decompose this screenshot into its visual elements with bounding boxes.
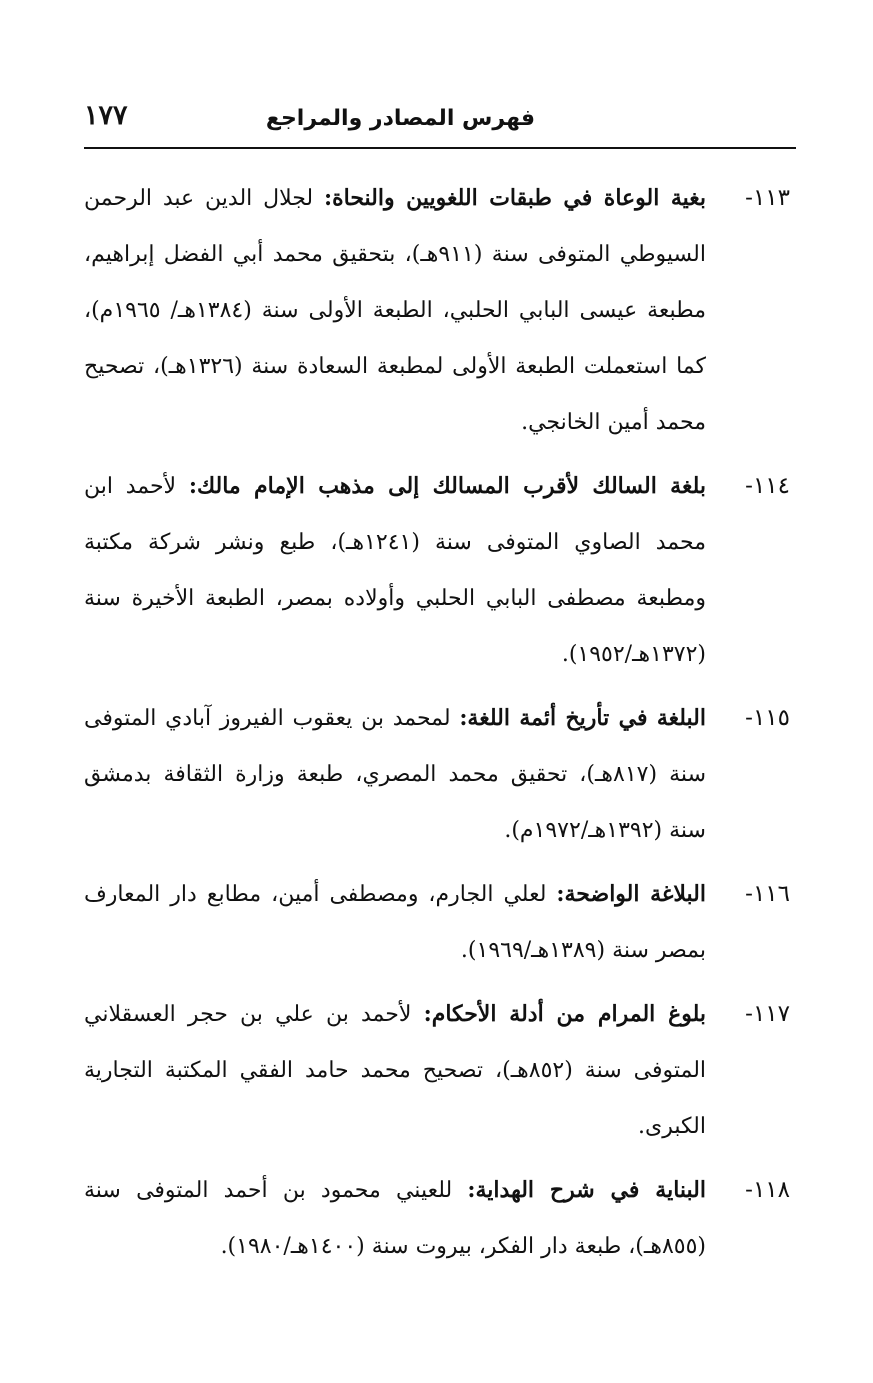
entry-text bbox=[84, 170, 790, 451]
entry-body: لأحمد ابن محمد الصاوي المتوفى سنة (١٢٤١هـ)، طبع ونشر شركة مكتبة ومطبعة مصطفى البابي الحلبي وأولاده بمصر، الطبعة الأخيرة سنة (١٣٧٢هـ/١٩٥٢). bbox=[84, 474, 706, 667]
bibliography-entry-116 bbox=[84, 866, 790, 979]
bibliography-entry-117 bbox=[84, 986, 790, 1155]
entry-title: بلوغ المرام من أدلة الأحكام: bbox=[423, 1001, 707, 1027]
entry-body: للعيني محمود بن أحمد المتوفى سنة (٨٥٥هـ)، طبعة دار الفكر، بيروت سنة (١٤٠٠هـ/١٩٨٠). bbox=[84, 1178, 706, 1259]
entry-title: البلغة في تأريخ أئمة اللغة: bbox=[459, 705, 706, 731]
entry-body: لجلال الدين عبد الرحمن السيوطي المتوفى سنة (٩١١هـ)، بتحقيق محمد أبي الفضل إبراهيم، مطبعة عيسى البابي الحلبي، الطبعة الأولى سنة (١٣٨٤هـ/ ١٩٦٥م)، كما استعملت الطبعة الأولى لمطبعة السعادة سنة (١٣٢٦هـ)، تصحيح محمد أمين الخانجي. bbox=[84, 186, 707, 435]
entry-body: لمحمد بن يعقوب الفيروز آبادي المتوفى سنة (٨١٧هـ)، تحقيق محمد المصري، طبعة وزارة الثقافة بدمشق سنة (١٣٩٢هـ/١٩٧٢م). bbox=[84, 706, 706, 843]
entry-number: ١١٣- bbox=[745, 185, 790, 211]
entry-title: بلغة السالك لأقرب المسالك إلى مذهب الإمام مالك: bbox=[188, 473, 706, 499]
entry-number: ١١٤- bbox=[745, 473, 790, 499]
bibliography-list bbox=[84, 170, 790, 1282]
entry-body: لأحمد بن علي بن حجر العسقلاني المتوفى سنة (٨٥٢هـ)، تصحيح محمد حامد الفقي المكتبة التجارية الكبرى. bbox=[84, 1002, 707, 1139]
entry-number: ١١٦- bbox=[745, 881, 790, 907]
entry-body: لعلي الجارم، ومصطفى أمين، مطابع دار المعارف بمصر سنة (١٣٨٩هـ/١٩٦٩). bbox=[84, 882, 706, 963]
entry-number: ١١٨- bbox=[745, 1177, 790, 1203]
entry-number: ١١٥- bbox=[745, 705, 790, 731]
bibliography-entry-114 bbox=[84, 458, 790, 683]
entry-text bbox=[84, 690, 790, 859]
running-title: فهرس المصادر والمراجع bbox=[265, 106, 535, 131]
bibliography-entry-115 bbox=[84, 690, 790, 859]
page-header bbox=[84, 96, 790, 142]
bibliography-entry-118 bbox=[84, 1162, 790, 1275]
entry-title: البلاغة الواضحة: bbox=[556, 881, 706, 907]
entry-text bbox=[84, 866, 790, 979]
entry-text bbox=[84, 458, 790, 683]
bibliography-entry-113 bbox=[84, 170, 790, 451]
entry-text bbox=[84, 986, 790, 1155]
entry-text bbox=[84, 1162, 790, 1275]
entry-title: بغية الوعاة في طبقات اللغويين والنحاة: bbox=[323, 185, 707, 211]
entry-title: البناية في شرح الهداية: bbox=[467, 1177, 706, 1203]
entry-number: ١١٧- bbox=[745, 1001, 790, 1027]
header-rule bbox=[84, 147, 796, 149]
page-number: ١٧٧ bbox=[84, 100, 128, 131]
